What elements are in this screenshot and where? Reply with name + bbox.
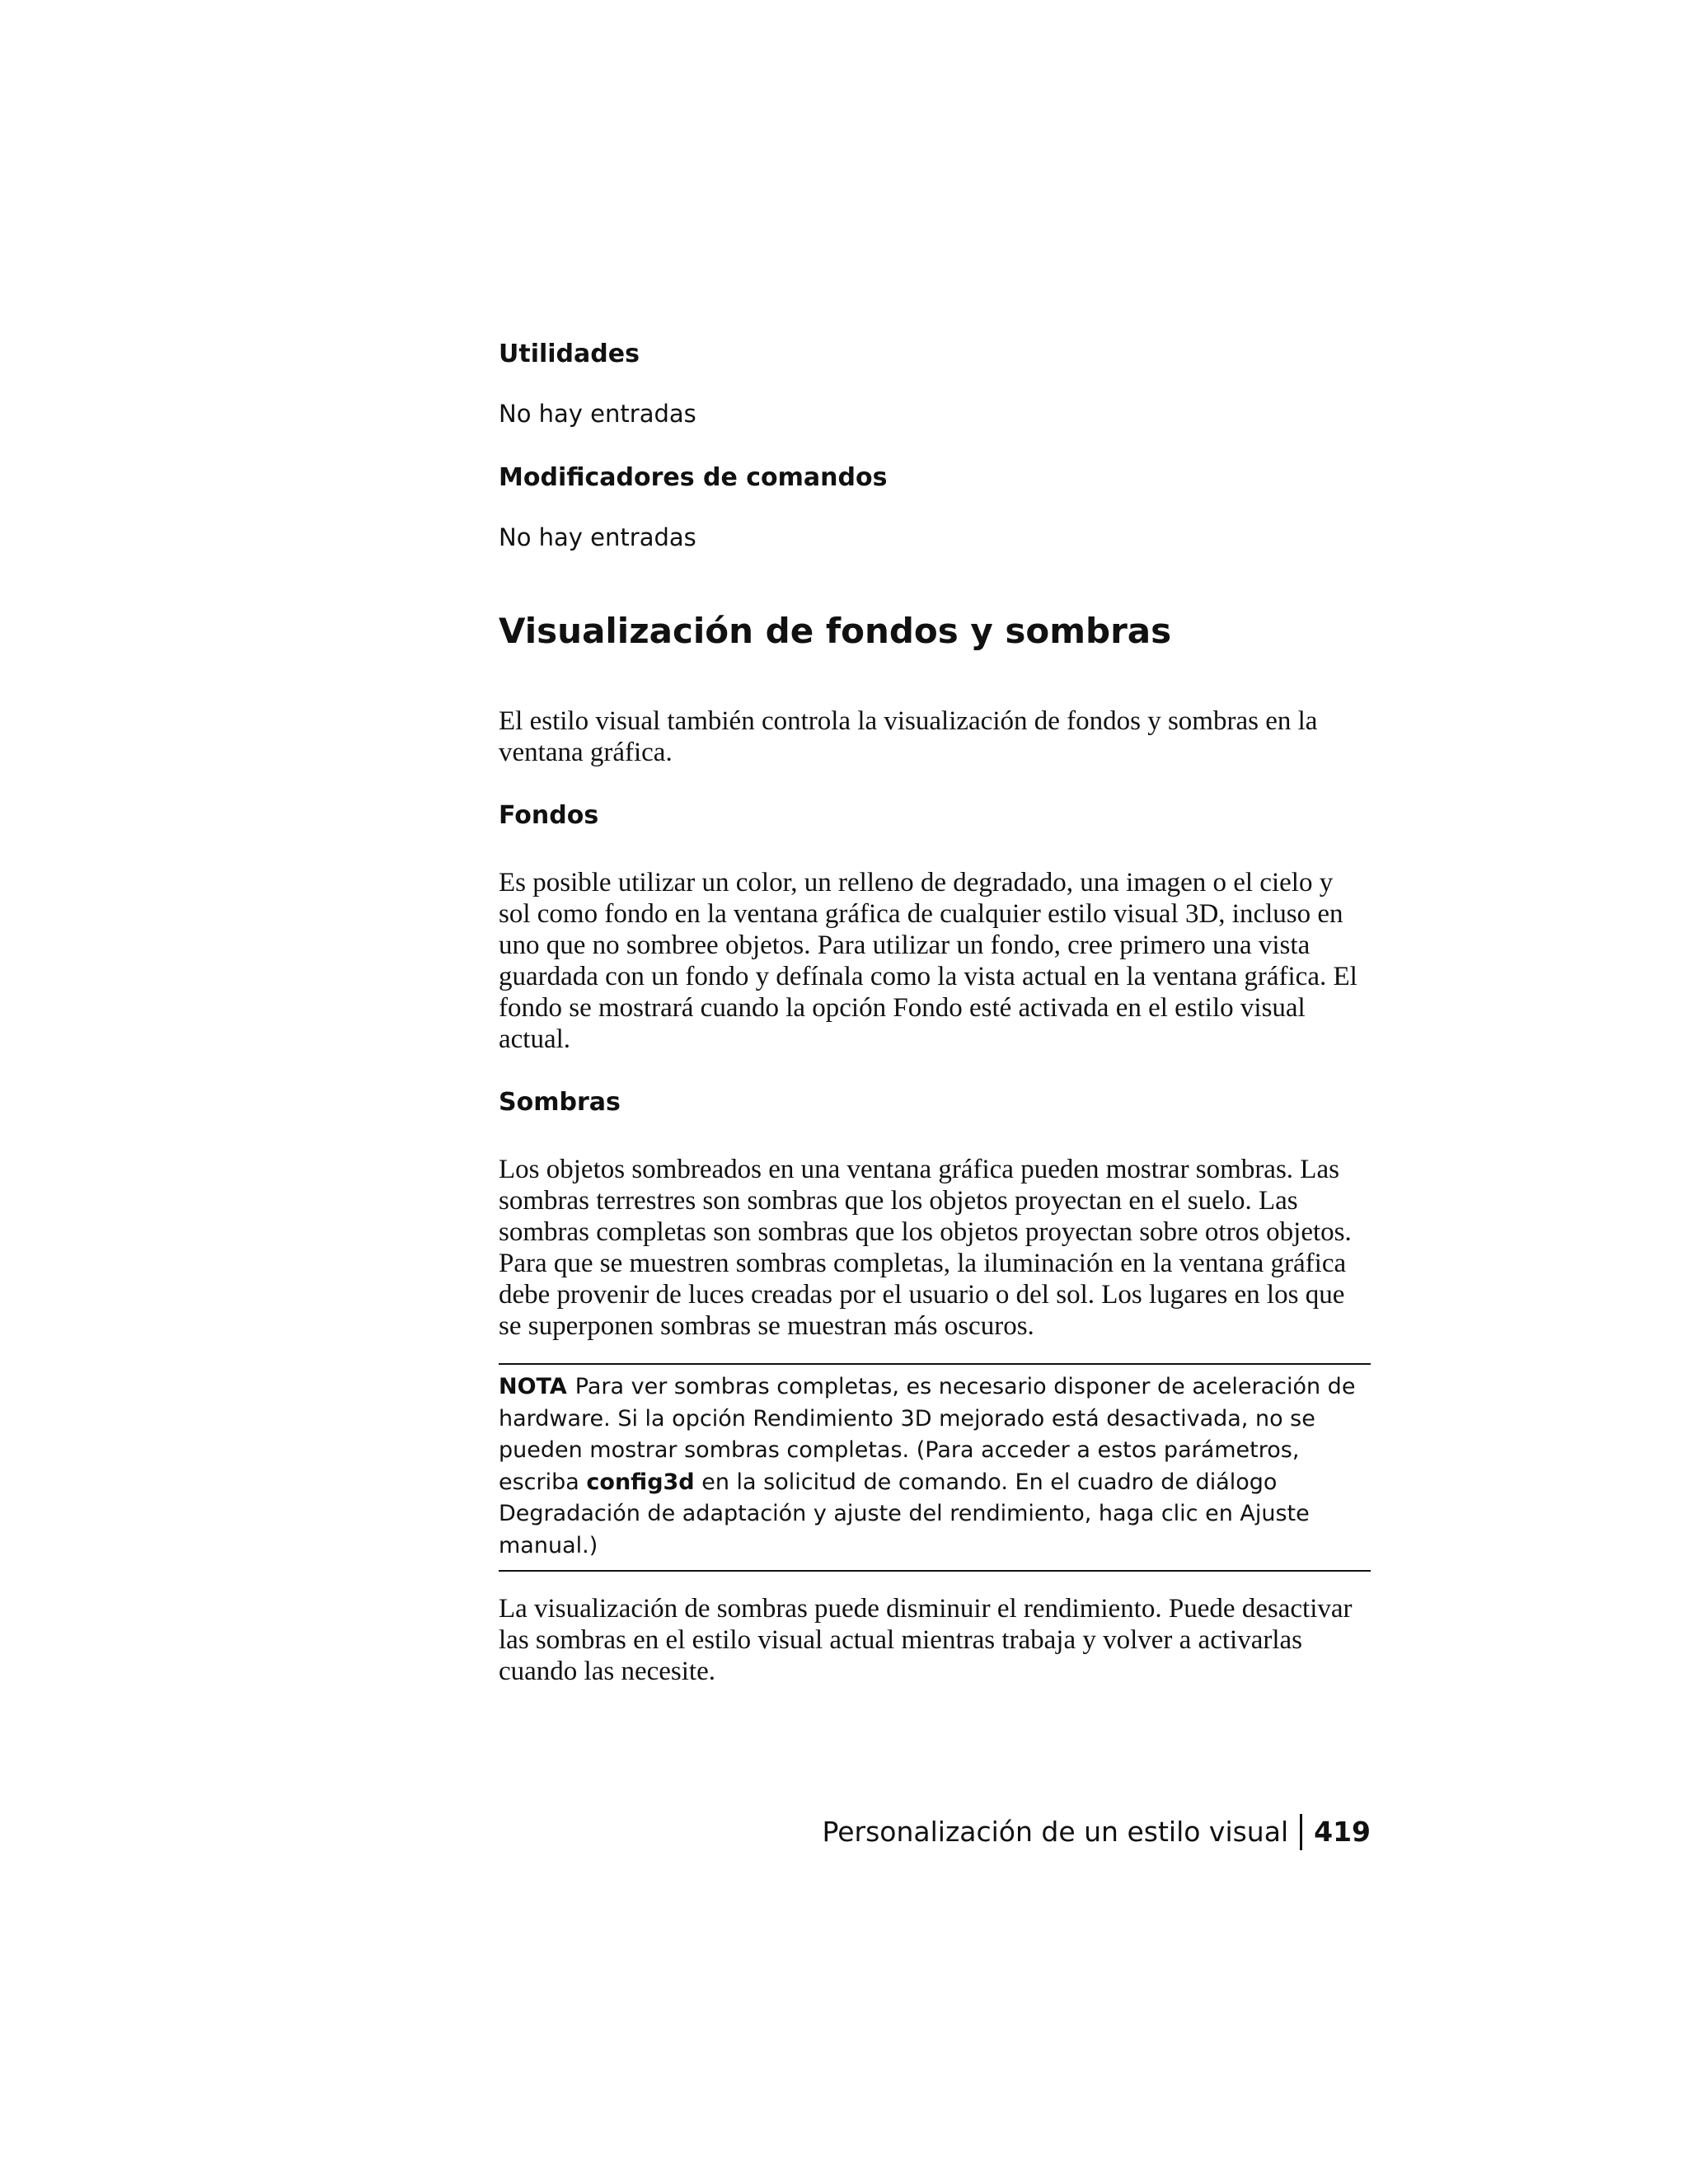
modificadores-text: No hay entradas [499, 523, 696, 551]
page-footer [823, 1811, 1372, 1853]
modificadores-heading: Modificadores de comandos [499, 463, 888, 492]
note-text-after: en la solicitud de comando. En el cuadro de diálogo Degradación de adaptación y ajuste del rendimiento, haga clic en Ajuste manual.) [499, 1469, 1310, 1558]
sombras-paragraph: Los objetos sombreados en una ventana gráfica pueden mostrar sombras. Las sombras terrestres son sombras que los objetos proyectan en el suelo. Las sombras completas son sombras que los objetos proyectan sobre otros objetos. Para que se muestren sombras completas, la iluminación en la ventana gráfica debe provenir de luces creadas por el usuario o del sol. Los lugares en los que se superponen sombras se muestran más oscuros. [499, 1155, 1352, 1341]
footer-chapter-title: Personalización de un estilo visual [822, 1816, 1289, 1848]
sombras-heading: Sombras [499, 1088, 621, 1117]
note-command: config3d [586, 1469, 695, 1495]
footer-separator [1300, 1814, 1302, 1850]
utilidades-text: No hay entradas [499, 400, 696, 428]
note-box [499, 1363, 1371, 1572]
note-text-before: Para ver sombras completas, es necesario disponer de aceleración de hardware. Si la opción Rendimiento 3D mejorado está desactivada, no se pueden mostrar sombras completas. (Para acceder a estos parámetros, escriba [499, 1374, 1356, 1495]
section-title: Visualización de fondos y sombras [499, 611, 1172, 651]
final-paragraph: La visualización de sombras puede disminuir el rendimiento. Puede desactivar las sombras en el estilo visual actual mientras trabaja y volver a activarlas cuando las necesite. [499, 1594, 1353, 1686]
intro-paragraph: El estilo visual también controla la visualización de fondos y sombras en la ventana gráfica. [499, 706, 1318, 767]
page-content [499, 330, 1371, 1687]
fondos-paragraph: Es posible utilizar un color, un relleno de degradado, una imagen o el cielo y sol como fondo en la ventana gráfica de cualquier estilo visual 3D, incluso en uno que no sombree objetos. Para utilizar un fondo, cree primero una vista guardada con un fondo y defínala como la vista actual en la ventana gráfica. El fondo se mostrará cuando la opción Fondo esté activada en el estilo visual actual. [499, 868, 1357, 1054]
utilidades-heading: Utilidades [499, 340, 640, 368]
note-label: NOTA [499, 1374, 567, 1399]
fondos-heading: Fondos [499, 801, 599, 830]
page-number: 419 [1314, 1816, 1371, 1848]
